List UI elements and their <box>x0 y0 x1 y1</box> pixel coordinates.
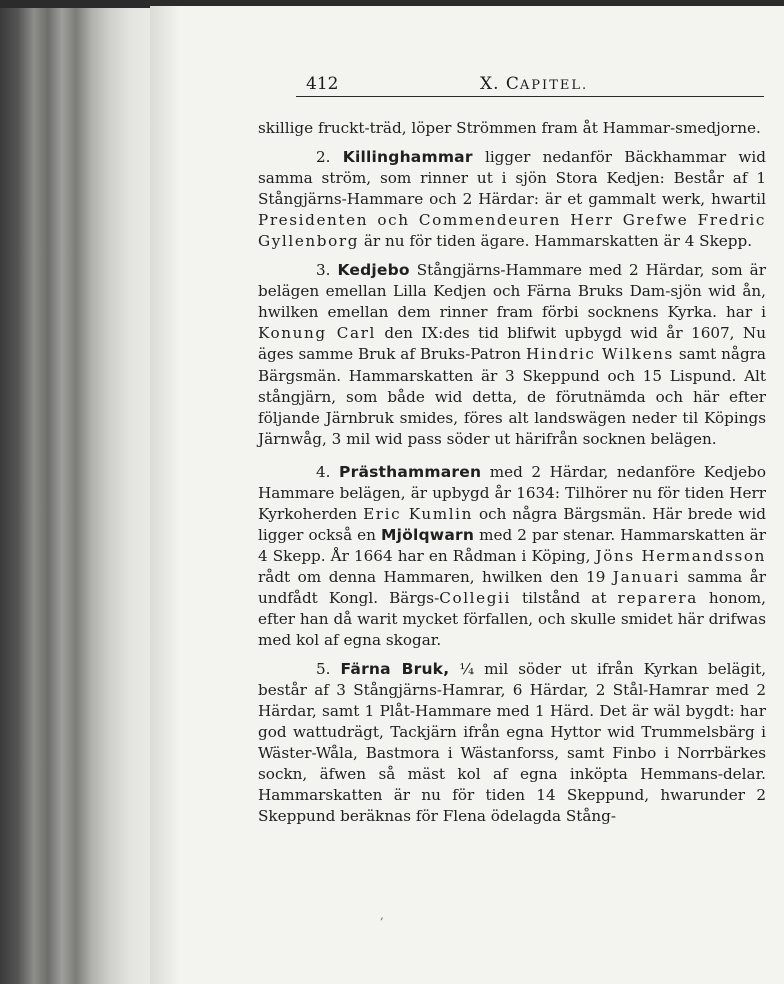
paragraph-text: ¼ mil söder ut ifrån Kyrkan belägit, består af 3 Stångjärns-Hamrar, 6 Härdar, 2 Stål-Hamrar med 2 Härdar, samt 1 Plåt-Hammare med 1 Härd. Det är wäl bygdt: har god wattudrägt, Tackjärn ifrån egna Hyttor wid Trummelsbärg i Wäster-Wåla, Bastmora i Wästanforss, samt Finbo i Norrbärkes sockn, äfwen så mäst kol af egna inköpta Hemmans-delar. Hammarskatten är nu för tiden 14 Skeppund, hwarunder 2 Skeppund beräknas för Flena ödelagda Stång- <box>258 660 767 826</box>
paragraph-text: den IX:des tid blifwit upbygd wid år 1607, Nu äges samme Bruk af Bruks-Patron <box>258 324 766 364</box>
section-number: 2. <box>316 148 331 167</box>
page-number: 412 <box>306 74 339 94</box>
section-name: Killinghammar <box>342 148 473 167</box>
gutter-shadow <box>150 6 180 984</box>
section-name: Kedjebo <box>337 261 410 280</box>
section-number: 5. <box>316 660 331 679</box>
chapter-rest: APITEL. <box>519 78 589 93</box>
paragraph-text: med 2 Härdar, nedanföre Kedjebo Hammare belägen, är upbygd år 1634: Tilhörer nu för tiden Herr Kyrkoherden <box>258 462 767 523</box>
section-name: Mjölqwarn <box>381 525 475 544</box>
paragraph-text: med 2 par stenar. Hammarskatten är 4 Skepp. År 1664 har en Rådman i Köping, <box>258 525 766 565</box>
header-rule <box>296 96 764 97</box>
paragraph-text: Stångjärns-Hammare med 2 Härdar, som är belägen emellan Lilla Kedjen och Färna Bruks Dam-sjön wid ån, hwilken emellan dem rinner fram förbi socknens Kyrka. har i <box>258 261 766 322</box>
section-number: 3. <box>316 261 331 280</box>
spaced-name: Januari <box>612 567 680 586</box>
paragraph-prasthammaren <box>258 462 766 651</box>
spaced-name: Konung Carl <box>258 324 376 343</box>
spaced-name: Presidenten och Commendeuren Herr Grefwe Fredric Gyllenborg <box>258 211 766 251</box>
paragraph-text: är nu för tiden ägare. Hammarskatten är 4 Skepp. <box>363 232 753 251</box>
body-text <box>258 118 766 828</box>
paragraph-farna-bruk <box>258 659 766 827</box>
paragraph-text: samt några Bärgsmän. Hammarskatten är 3 Skeppund och 15 Lispund. Alt stångjärn, som både wid detta, de förutnämda och här efter följande Järnbruk smides, föres alt landswägen neder til Köpings Järnwåg, 3 mil wid pass söder ut härifrån socknen belägen. <box>258 345 766 448</box>
spaced-name: Collegii <box>439 588 511 607</box>
section-name: Färna Bruk, <box>340 660 450 679</box>
chapter-heading <box>480 74 588 94</box>
section-number: 4. <box>316 462 331 481</box>
stray-mark: , <box>380 908 384 922</box>
spaced-name: Jöns Hermandsson <box>595 546 767 565</box>
spaced-name: reparera <box>617 588 698 607</box>
paragraph-text: och några Bärgsmän. Här brede wid ligger också en <box>258 504 766 544</box>
paragraph-kedjebo <box>258 260 766 449</box>
paragraph-text: samma år undfådt Kongl. Bärgs- <box>258 567 767 607</box>
paragraph-text: honom, efter han då warit mycket förfallen, och skulle smidet här drifwas med kol af egna skogar. <box>258 588 767 650</box>
paragraph-text: tilstånd at <box>522 588 607 607</box>
spaced-name: Eric Kumlin <box>363 504 474 523</box>
paragraph-killinghammar <box>258 147 766 252</box>
spaced-name: Hindric Wilkens <box>526 345 674 364</box>
section-name: Prästhammaren <box>339 462 482 481</box>
chapter-prefix: X. C <box>480 74 520 94</box>
paragraph-text: rådt om denna Hammaren, hwilken den 19 <box>258 567 606 586</box>
paragraph-continuation: skillige fruckt-träd, löper Strömmen fram åt Hammar-smedjorne. <box>258 119 761 137</box>
paragraph-text: ligger nedanför Bäckhammar wid samma ström, som rinner ut i sjön Stora Kedjen: Består af 1 Stångjärns-Hammare och 2 Härdar: är et gammalt werk, hwartil <box>258 148 767 209</box>
